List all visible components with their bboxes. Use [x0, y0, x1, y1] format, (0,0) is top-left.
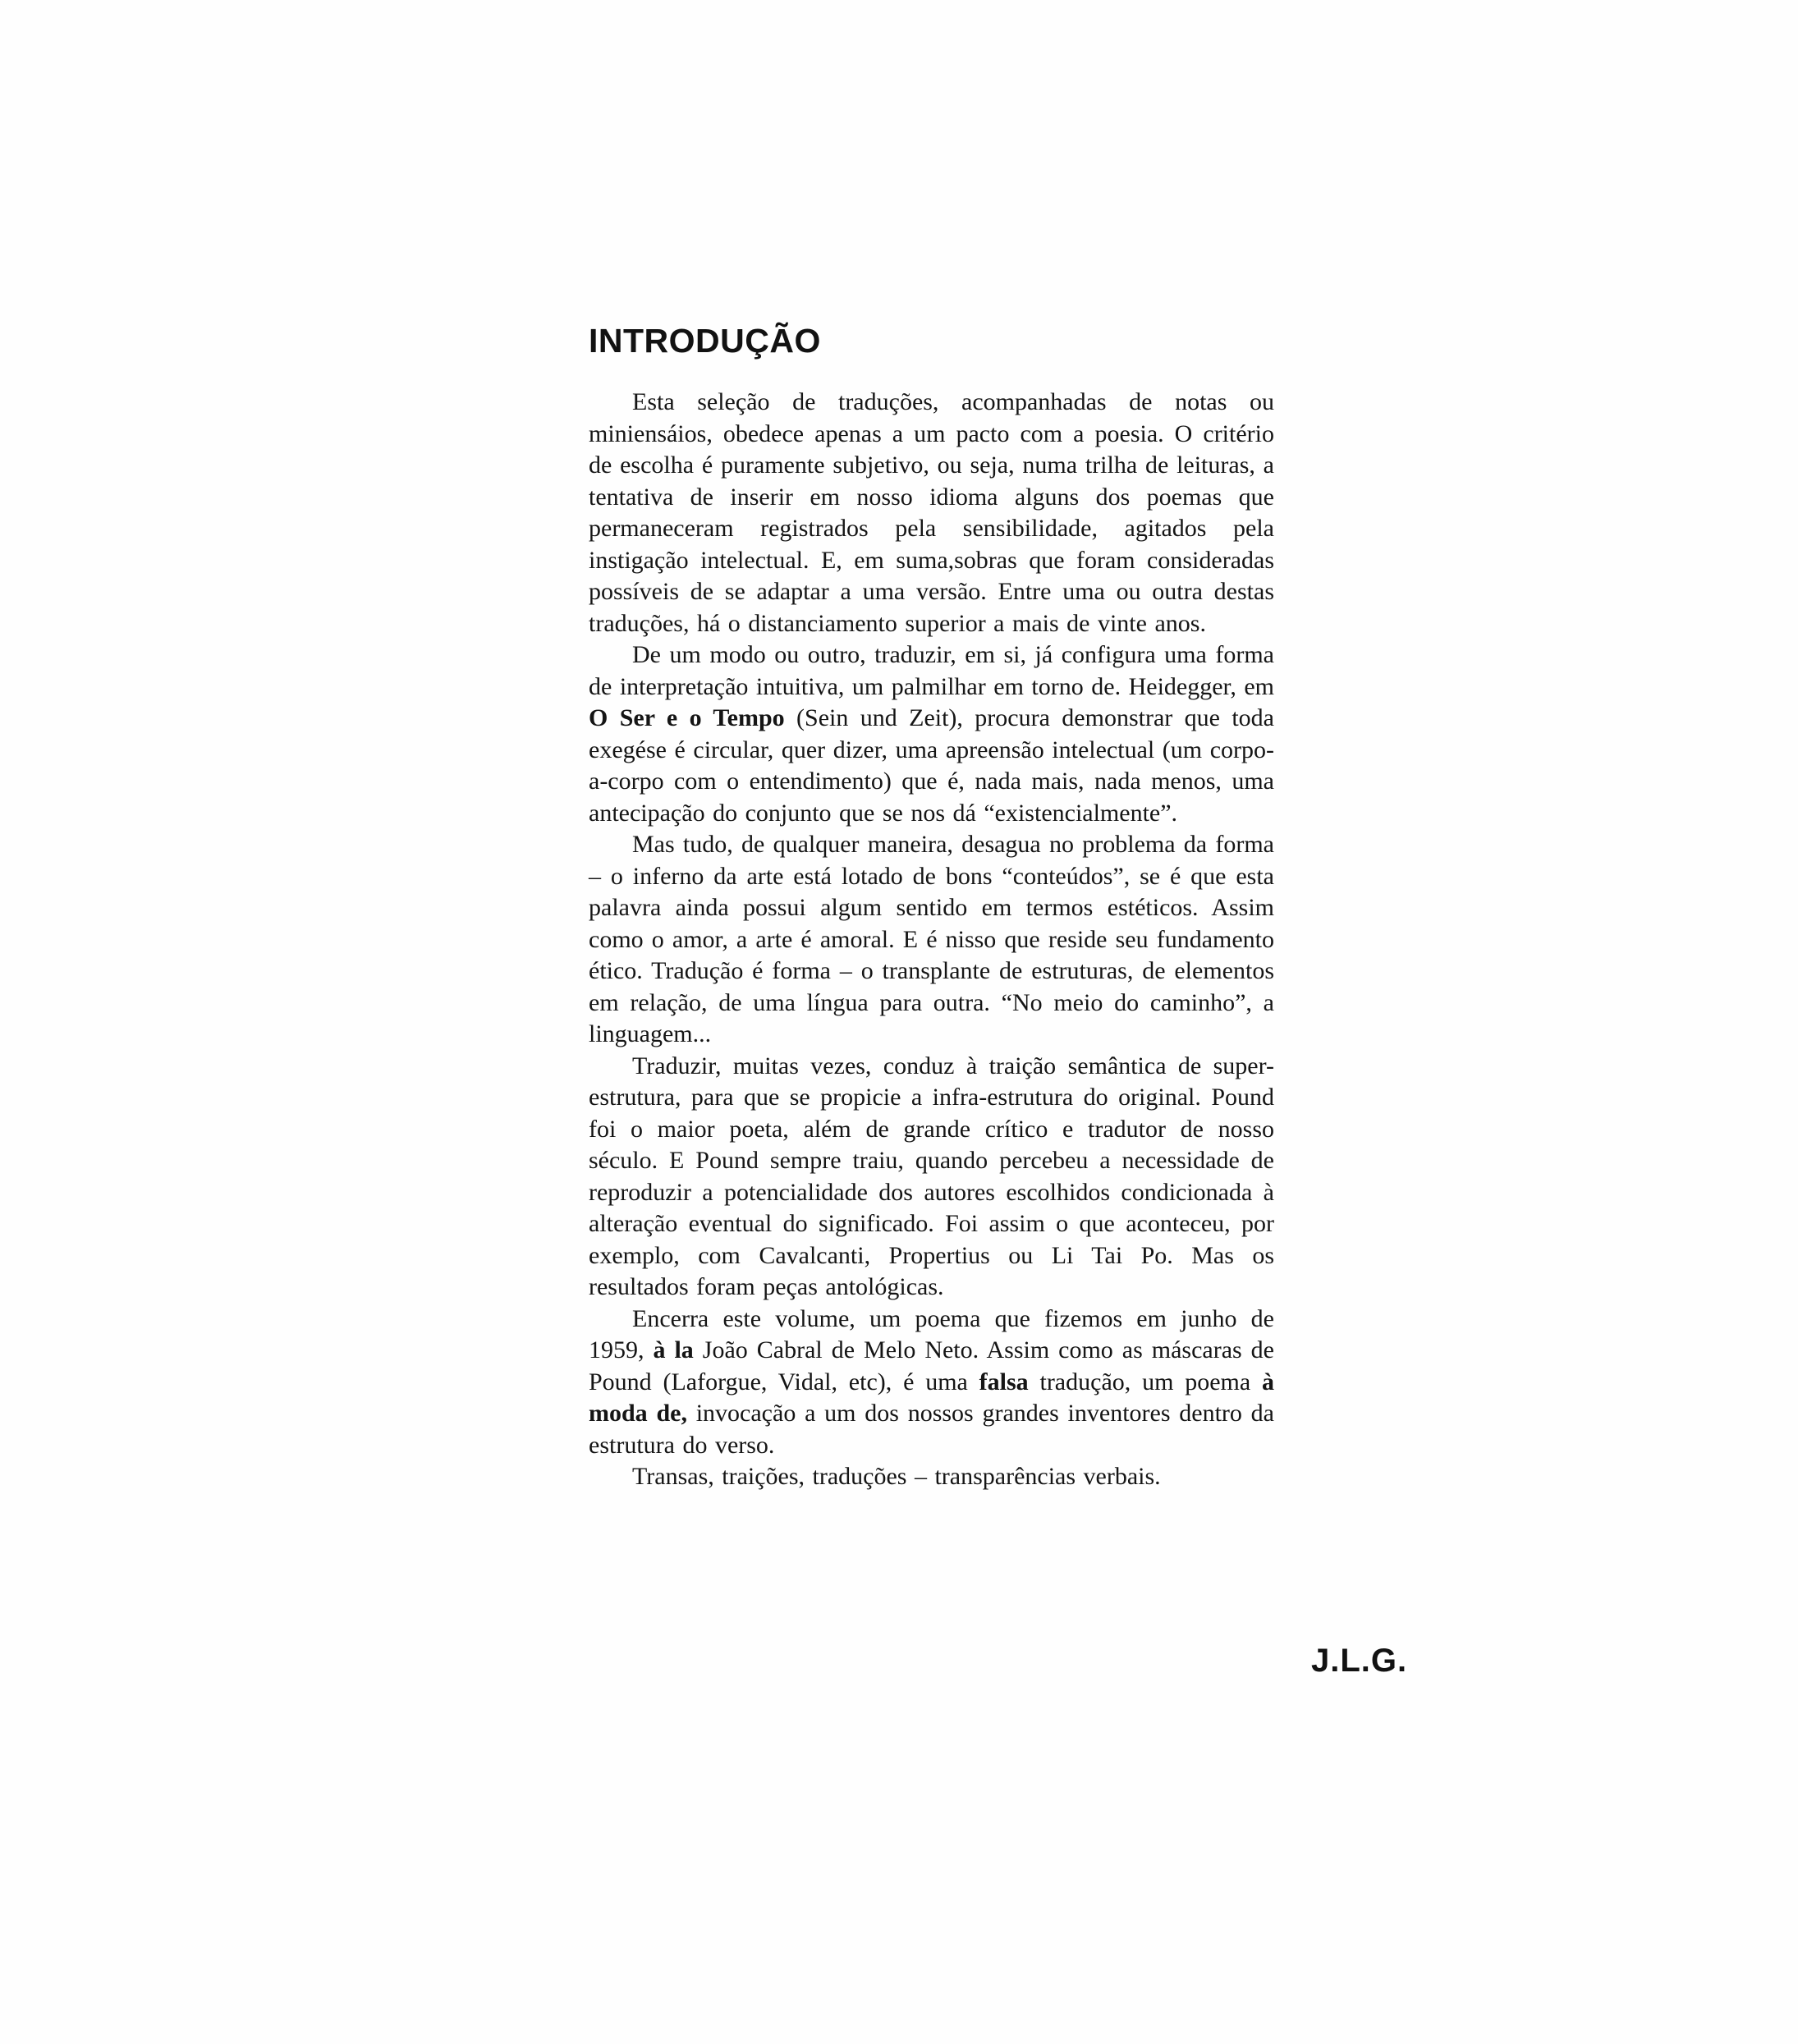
bold-text-segment: falsa [979, 1368, 1029, 1396]
paragraph [589, 829, 1274, 1051]
page-title: INTRODUÇÃO [589, 322, 821, 360]
author-initials-signature: J.L.G. [1311, 1643, 1408, 1679]
text-column [589, 387, 1274, 1493]
text-block [589, 323, 1274, 1493]
text-segment: Esta seleção de traduções, acompanhadas de notas ou miniensáios, obedece apenas a um pacto com a poesia. O critério de escolha é puramente subjetivo, ou seja, numa trilha de leituras, a tentativa de inserir em nosso idioma alguns dos poemas que permaneceram registrados pela sensibilidade, agitados pela instigação intelectual. E, em suma,sobras que foram consideradas possíveis de se adaptar a uma versão. Entre uma ou outra destas traduções, há o distanciamento superior a mais de vinte anos. [589, 388, 1274, 637]
bold-text-segment: O Ser e o Tempo [589, 704, 785, 731]
text-segment: João Cabral de Melo Neto. Assim como as máscaras de Pound (Laforgue, Vidal, etc), é uma [589, 1336, 1274, 1396]
text-segment: Transas, traições, traduções – transparências verbais. [632, 1463, 1161, 1490]
bold-text-segment: à la [653, 1336, 694, 1363]
paragraph [589, 1461, 1274, 1493]
paragraph [589, 639, 1274, 829]
paragraph [589, 387, 1274, 639]
text-segment: Traduzir, muitas vezes, conduz à traição semântica de super-estrutura, para que se propicie a infra-estrutura do original. Pound foi o maior poeta, além de grande crítico e tradutor de nosso século. E Pound sempre traiu, quando percebeu a necessidade de reproduzir a potencialidade dos autores escolhidos condicionada à alteração eventual do significado. Foi assim o que aconteceu, por exemplo, com Cavalcanti, Propertius ou Li Tai Po. Mas os resultados foram peças antológicas. [589, 1052, 1274, 1300]
paragraph [589, 1051, 1274, 1304]
text-segment: (Sein und Zeit), procura demonstrar que toda exegése é circular, quer dizer, uma apreensão intelectual (um corpo-a-corpo com o entendimento) que é, nada mais, nada menos, uma antecipação do conjunto que se nos dá “existencialmente”. [589, 704, 1274, 827]
text-segment: tradução, um poema [1028, 1368, 1262, 1396]
bold-text-segment: à moda de, [589, 1368, 1274, 1427]
text-segment: De um modo ou outro, traduzir, em si, já configura uma forma de interpretação intuitiva, um palmilhar em torno de. Heidegger, em [589, 641, 1274, 700]
text-segment: Encerra este volume, um poema que fizemos em junho de 1959, [589, 1304, 1274, 1363]
text-segment: invocação a um dos nossos grandes inventores dentro da estrutura do verso. [589, 1400, 1274, 1459]
paragraph [589, 1304, 1274, 1462]
text-segment: Mas tudo, de qualquer maneira, desagua no problema da forma – o inferno da arte está lotado de bons “conteúdos”, se é que esta palavra ainda possui algum sentido em termos estéticos. Assim como o amor, a arte é amoral. E é nisso que reside seu fundamento ético. Tradução é forma – o transplante de estruturas, de elementos em relação, de uma língua para outra. “No meio do caminho”, a linguagem... [589, 831, 1274, 1047]
